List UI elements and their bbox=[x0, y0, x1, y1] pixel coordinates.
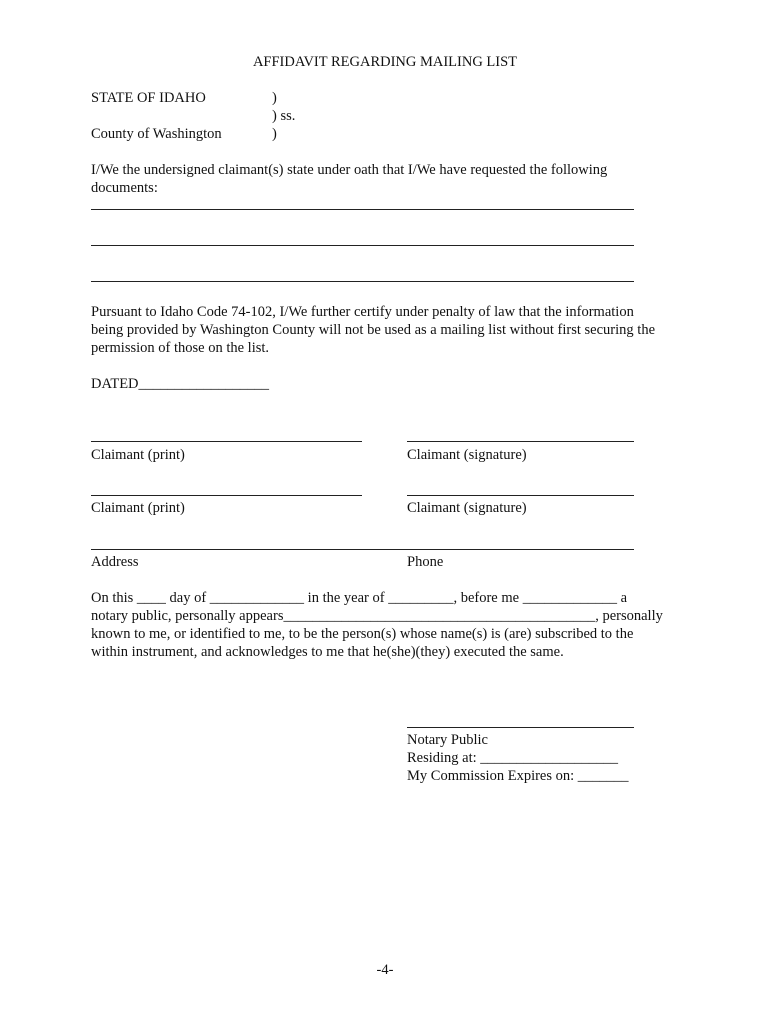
certify-line-3: permission of those on the list. bbox=[91, 340, 270, 356]
notary-text-line-2: notary public, personally appears___________________________________________, personally bbox=[91, 608, 663, 624]
venue-paren-3: ) bbox=[272, 126, 277, 142]
certify-line-2: being provided by Washington County will not be used as a mailing list without first securing the bbox=[91, 322, 655, 338]
commission-expires-field[interactable]: My Commission Expires on: _______ bbox=[407, 768, 629, 784]
page-number: -4- bbox=[376, 962, 394, 978]
address-phone-line[interactable] bbox=[91, 549, 634, 550]
claimant-print-line-2[interactable] bbox=[91, 495, 362, 496]
intro-line-2: documents: bbox=[91, 180, 158, 196]
claimant-signature-label-2: Claimant (signature) bbox=[407, 500, 527, 516]
address-label: Address bbox=[91, 554, 139, 570]
notary-text-line-3: known to me, or identified to me, to be the person(s) whose name(s) is (are) subscribed to the bbox=[91, 626, 634, 642]
venue-ss: ) ss. bbox=[272, 108, 296, 124]
dated-field[interactable]: DATED__________________ bbox=[91, 376, 270, 392]
notary-text-line-4: within instrument, and acknowledges to me that he(she)(they) executed the same. bbox=[91, 644, 564, 660]
claimant-signature-line-2[interactable] bbox=[407, 495, 634, 496]
document-request-line-2[interactable] bbox=[91, 245, 634, 246]
certify-line-1: Pursuant to Idaho Code 74-102, I/We further certify under penalty of law that the information bbox=[91, 304, 634, 320]
venue-county: County of Washington bbox=[91, 126, 222, 142]
notary-public-label: Notary Public bbox=[407, 732, 488, 748]
claimant-signature-label-1: Claimant (signature) bbox=[407, 447, 527, 463]
venue-state: STATE OF IDAHO bbox=[91, 90, 206, 106]
phone-label: Phone bbox=[407, 554, 444, 570]
claimant-print-line-1[interactable] bbox=[91, 441, 362, 442]
intro-line-1: I/We the undersigned claimant(s) state under oath that I/We have requested the following bbox=[91, 162, 608, 178]
document-request-line-3[interactable] bbox=[91, 281, 634, 282]
notary-signature-line[interactable] bbox=[407, 727, 634, 728]
venue-paren-1: ) bbox=[272, 90, 277, 106]
notary-text-line-1: On this ____ day of _____________ in the year of _________, before me _____________ a bbox=[91, 590, 628, 606]
claimant-signature-line-1[interactable] bbox=[407, 441, 634, 442]
document-request-line-1[interactable] bbox=[91, 209, 634, 210]
residing-at-field[interactable]: Residing at: ___________________ bbox=[407, 750, 619, 766]
claimant-print-label-1: Claimant (print) bbox=[91, 447, 185, 463]
claimant-print-label-2: Claimant (print) bbox=[91, 500, 185, 516]
document-title: AFFIDAVIT REGARDING MAILING LIST bbox=[252, 54, 518, 70]
